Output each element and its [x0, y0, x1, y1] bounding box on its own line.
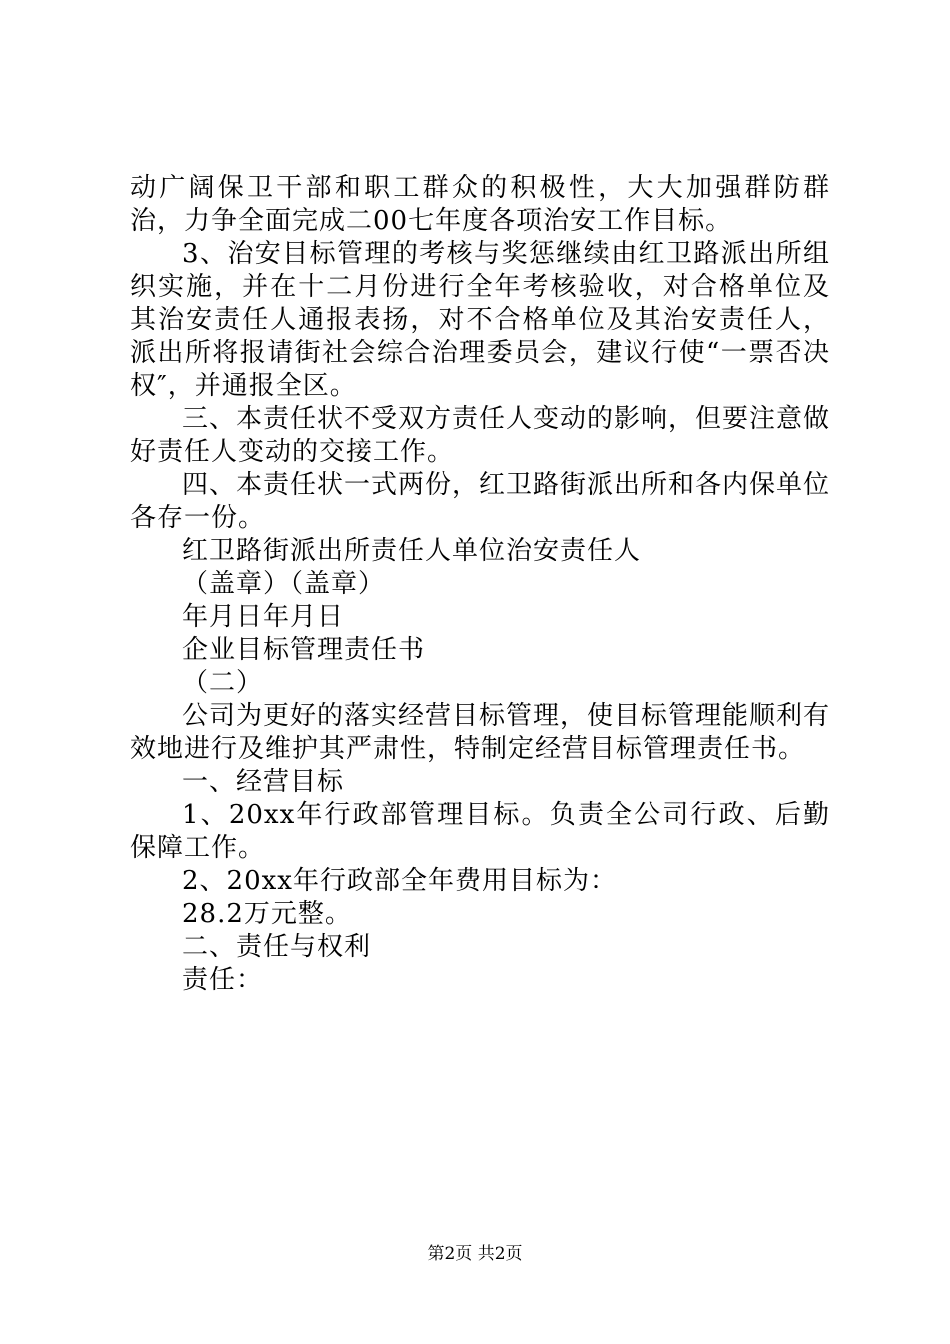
signature-parties: 红卫路街派出所责任人单位治安责任人	[182, 536, 642, 566]
paragraph-goal-one: 1、20xx年行政部管理目标。负责全公司行政、后勤保障工作。	[130, 800, 830, 863]
section-number: （二）	[182, 668, 264, 698]
paragraph-clause-four: 四、本责任状一式两份，红卫路街派出所和各内保单位各存一份。	[130, 470, 831, 533]
paragraph-clause-three: 三、本责任状不受双方责任人变动的影响，但要注意做好责任人变动的交接工作。	[130, 404, 831, 467]
heading-responsibilities-rights: 二、责任与权利	[182, 932, 372, 962]
heading-business-goals: 一、经营目标	[182, 767, 345, 797]
page-number-label: 第2页 共2页	[427, 1244, 523, 1264]
paragraph-assessment: 3、治安目标管理的考核与奖惩继续由红卫路派出所组织实施，并在十二月份进行全年考核验收，对合格单位及其治安责任人通报表扬，对不合格单位及其治安责任人，派出所将报请街社会综合治理委员会，建议行使“一票否决权″，并通报全区。	[130, 239, 830, 401]
section-title: 企业目标管理责任书	[182, 635, 426, 665]
signature-seals: （盖章）（盖章）	[182, 569, 386, 599]
heading-responsibilities: 责任：	[182, 965, 264, 995]
paragraph-continuation: 动广阔保卫干部和职工群众的积极性，大大加强群防群治，力争全面完成二00七年度各项治安工作目标。	[130, 173, 830, 236]
document-body	[130, 172, 830, 997]
paragraph-intro: 公司为更好的落实经营目标管理，使目标管理能顺利有效地进行及维护其严肃性，特制定经营目标管理责任书。	[130, 701, 831, 764]
signature-dates: 年月日年月日	[182, 602, 345, 632]
paragraph-budget-amount: 28.2万元整。	[182, 899, 352, 929]
page-footer	[0, 1243, 950, 1265]
paragraph-goal-two: 2、20xx年行政部全年费用目标为：	[182, 866, 617, 896]
